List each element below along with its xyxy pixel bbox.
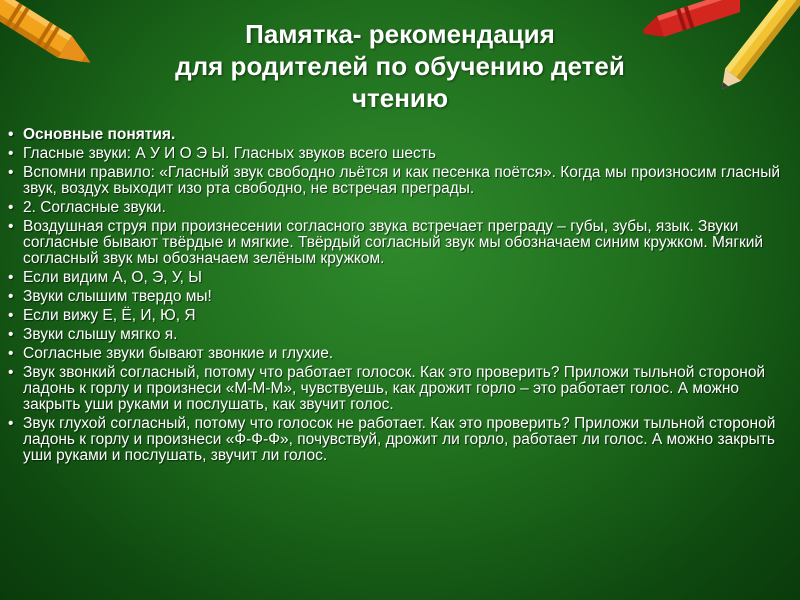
list-item: • Основные понятия. — [8, 127, 792, 143]
list-item: • Гласные звуки: А У И О Э Ы. Гласных звуков всего шесть — [8, 146, 792, 162]
list-item: • Звук звонкий согласный, потому что работает голосок. Как это проверить? Приложи тыльной стороной ладонь к горлу и произнеси «М-М-М», чувствуешь, как дрожит горло – это работает голос. А можно закрыть уши руками и послушать, как звучит голос. — [8, 365, 792, 413]
title-line-2: для родителей по обучению детей — [175, 51, 625, 81]
page-title — [100, 18, 700, 114]
list-item: • Если видим А, О, Э, У, Ы — [8, 270, 792, 286]
list-item: • Звуки слышим твердо мы! — [8, 289, 792, 305]
list-item: • Согласные звуки бывают звонкие и глухие. — [8, 346, 792, 362]
list-item: • Звук глухой согласный, потому что голосок не работает. Как это проверить? Приложи тыльной стороной ладонь к горлу и произнеси «Ф-Ф-Ф», почувствуй, дрожит ли горло, работает ли голос. А можно закрыть уши руками и послушать, звучит ли голос. — [8, 416, 792, 464]
list-item: • Звуки слышу мягко я. — [8, 327, 792, 343]
list-item: • Вспомни правило: «Гласный звук свободно льётся и как песенка поётся». Когда мы произносим гласный звук, воздух выходит изо рта свободно, не встречая преграды. — [8, 165, 792, 197]
title-line-1: Памятка- рекомендация — [245, 19, 555, 49]
list-item: • Если вижу Е, Ё, И, Ю, Я — [8, 308, 792, 324]
list-item: • Воздушная струя при произнесении согласного звука встречает преграду – губы, зубы, язык. Звуки согласные бывают твёрдые и мягкие. Твёрдый согласный звук мы обозначаем синим кружком. Мягкий согласный звук мы обозначаем зелёным кружком. — [8, 219, 792, 267]
bullet-list — [8, 127, 792, 467]
list-item: • 2. Согласные звуки. — [8, 200, 792, 216]
title-line-3: чтению — [351, 83, 449, 113]
pencil-icon — [700, 0, 800, 105]
